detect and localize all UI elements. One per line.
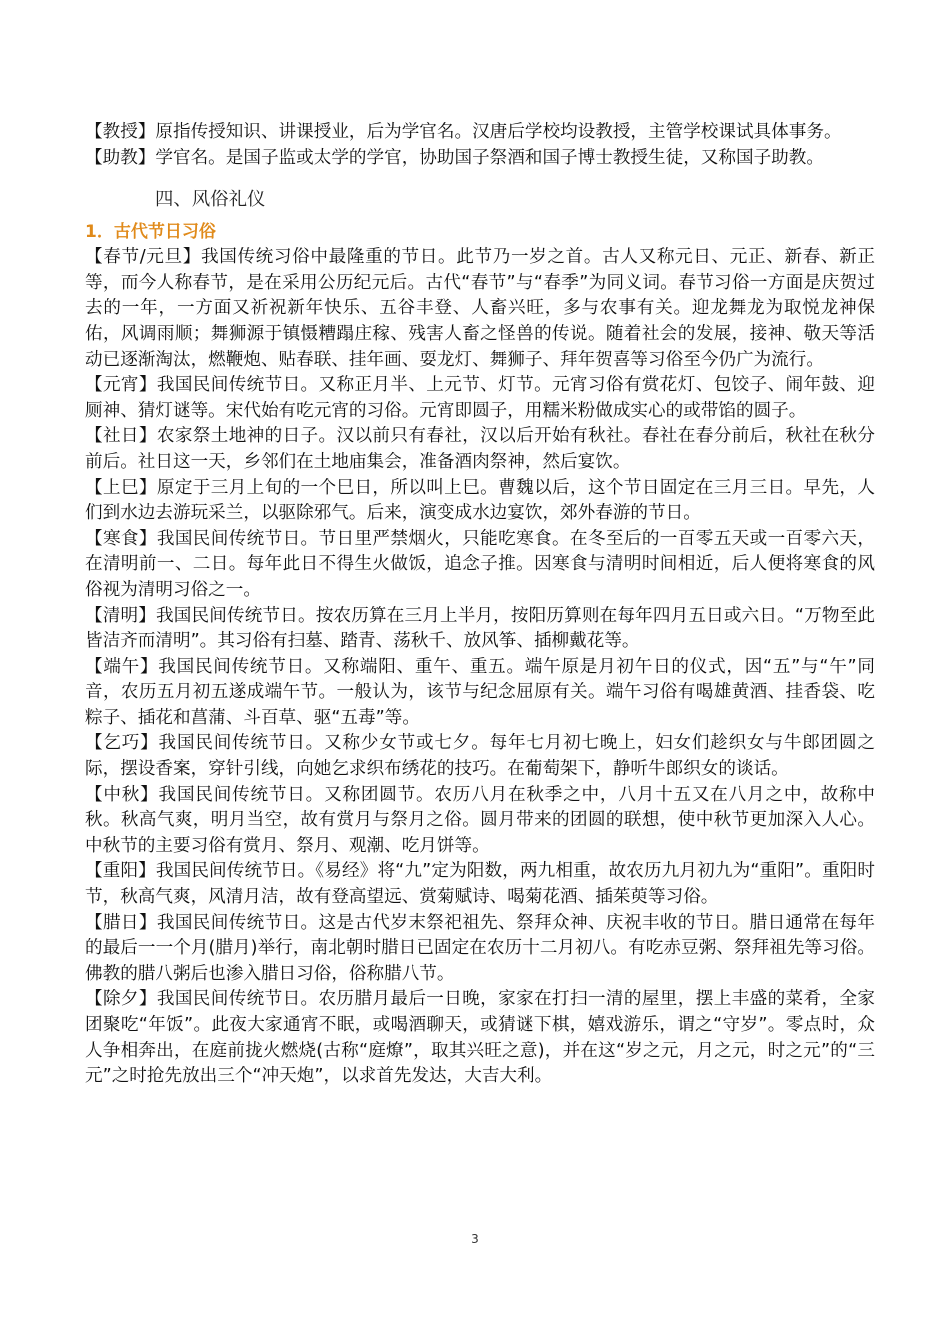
- paragraph-jiaoshou: 【教授】原指传授知识、讲课授业，后为学官名。汉唐后学校均设教授，主管学校课试具体事务。: [85, 122, 842, 142]
- paragraph-chuxi: 【除夕】我国民间传统节日。农历腊月最后一日晚，家家在打扫一清的屋里，摆上丰盛的菜肴，全家团聚吃“年饭”。此夜大家通宵不眠，或喝酒聊天，或猜谜下棋，嬉戏游乐，谓之“守岁”。零点时，众人争相奔出，在庭前拢火燃烧(古称“庭燎”，取其兴旺之意)，并在这“岁之元，月之元，时之元”的“三元”之时抢先放出三个“冲天炮”，以求首先发达，大吉大利。: [85, 989, 875, 1087]
- document-page: [85, 120, 875, 1090]
- paragraph-sheri: 【社日】农家祭土地神的日子。汉以前只有春社，汉以后开始有秋社。春社在春分前后，秋社在秋分前后。社日这一天，乡邻们在土地庙集会，准备酒肉祭神，然后宴饮。: [85, 426, 875, 472]
- paragraph-hanshi: 【寒食】我国民间传统节日。节日里严禁烟火，只能吃寒食。在冬至后的一百零五天或一百零六天，在清明前一、二日。每年此日不得生火做饭，追念子推。因寒食与清明时间相近，后人便将寒食的风俗视为清明习俗之一。: [85, 528, 875, 600]
- paragraph-qiqiao: 【乞巧】我国民间传统节日。又称少女节或七夕。每年七月初七晚上，妇女们趁织女与牛郎团圆之际，摆设香案，穿针引线，向她乞求织布绣花的技巧。在葡萄架下，静听牛郎织女的谈话。: [85, 733, 875, 780]
- paragraph-lari: 【腊日】我国民间传统节日。这是古代岁末祭祀祖先、祭拜众神、庆祝丰收的节日。腊日通常在每年的最后一一个月(腊月)举行，南北朝时腊日已固定在农历十二月初八。有吃赤豆粥、祭拜祖先等习俗。佛教的腊八粥后也渗入腊日习俗，俗称腊八节。: [85, 912, 875, 984]
- subsection-title: 1．古代节日习俗: [85, 222, 216, 243]
- page-number: 3: [471, 1232, 479, 1246]
- paragraph-zhujiao: 【助教】学官名。是国子监或太学的学官，协助国子祭酒和国子博士教授生徒，又称国子助教。: [85, 147, 824, 168]
- section-title: 四、风俗礼仪: [155, 189, 266, 211]
- paragraph-yuanxiao: 【元宵】我国民间传统节日。又称正月半、上元节、灯节。元宵习俗有赏花灯、包饺子、闹年鼓、迎厕神、猜灯谜等。宋代始有吃元宵的习俗。元宵即圆子，用糯米粉做成实心的或带馅的圆子。: [85, 375, 875, 421]
- paragraph-shangsi: 【上巳】原定于三月上旬的一个巳日，所以叫上巳。曹魏以后，这个节日固定在三月三日。早先，人们到水边去游玩采兰，以驱除邪气。后来，演变成水边宴饮，郊外春游的节日。: [85, 477, 875, 524]
- paragraph-qingming: 【清明】我国民间传统节日。按农历算在三月上半月，按阳历算则在每年四月五日或六日。“万物至此皆洁齐而清明”。其习俗有扫墓、踏青、荡秋千、放风筝、插柳戴花等。: [85, 605, 875, 652]
- paragraph-chunjie: 【春节/元旦】我国传统习俗中最隆重的节日。此节乃一岁之首。古人又称元日、元正、新春、新正等，而今人称春节，是在采用公历纪元后。古代“春节”与“春季”为同义词。春节习俗一方面是庆贺过去的一年，一方面又祈祝新年快乐、五谷丰登、人畜兴旺，多与农事有关。迎龙舞龙为取悦龙神保佑，风调雨顺；舞狮源于镇慑糟蹋庄稼、残害人畜之怪兽的传说。随着社会的发展，接神、敬天等活动已逐渐淘汰，燃鞭炮、贴春联、挂年画、耍龙灯、舞狮子、拜年贺喜等习俗至今仍广为流行。: [85, 247, 875, 370]
- paragraph-duanwu: 【端午】我国民间传统节日。又称端阳、重午、重五。端午原是月初午日的仪式，因“五”与“午”同音，农历五月初五遂成端午节。一般认为，该节与纪念屈原有关。端午习俗有喝雄黄酒、挂香袋、吃粽子、插花和菖蒲、斗百草、驱“五毒”等。: [85, 656, 875, 728]
- paragraph-zhongqiu: 【中秋】我国民间传统节日。又称团圆节。农历八月在秋季之中，八月十五又在八月之中，故称中秋。秋高气爽，明月当空，故有赏月与祭月之俗。圆月带来的团圆的联想，使中秋节更加深入人心。中秋节的主要习俗有赏月、祭月、观潮、吃月饼等。: [85, 784, 875, 856]
- paragraph-chongyang: 【重阳】我国民间传统节日。《易经》将“九”定为阳数，两九相重，故农历九月初九为“重阳”。重阳时节，秋高气爽，风清月洁，故有登高望远、赏菊赋诗、喝菊花酒、插茱萸等习俗。: [85, 861, 875, 908]
